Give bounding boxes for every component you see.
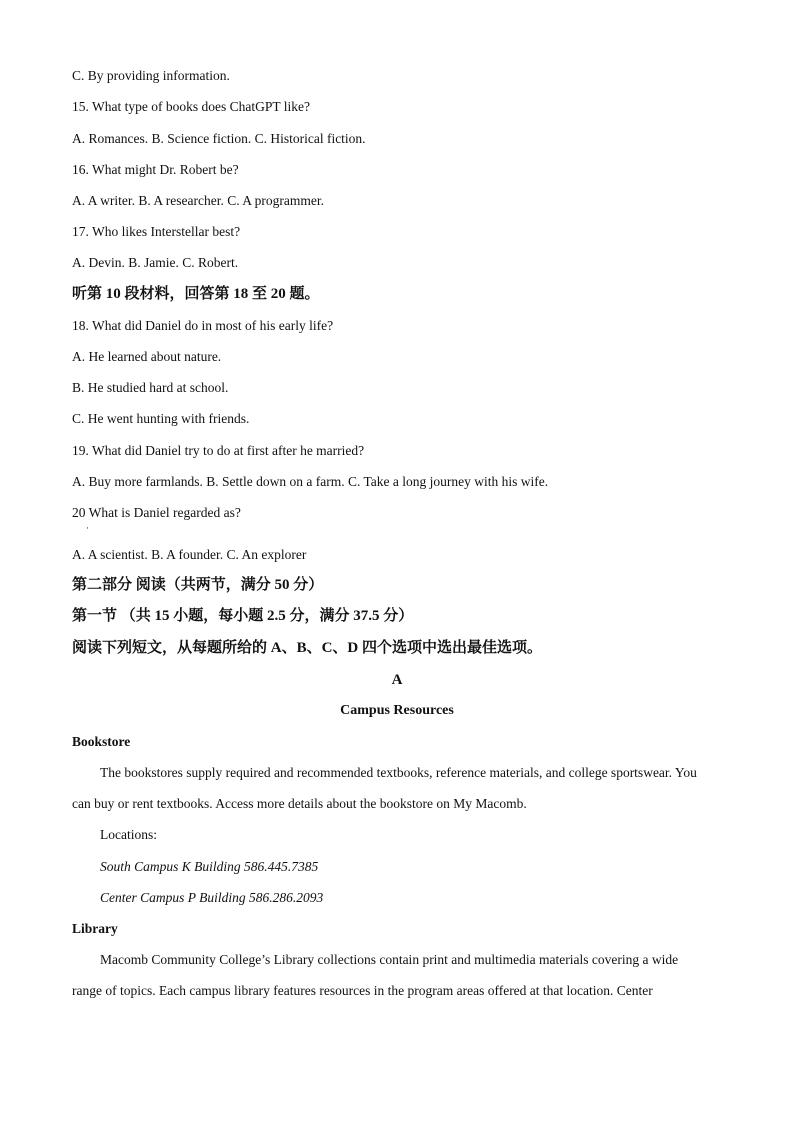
question-19-options: A. Buy more farmlands. B. Settle down on a farm. C. Take a long journey with his wife. [72,474,549,489]
passage-letter: A [391,672,403,688]
question-18-option-b: B. He studied hard at school. [72,380,229,395]
library-paragraph-line-1: Macomb Community College’s Library collections contain print and multimedia materials covering a wide [100,952,679,967]
locations-label: Locations: [100,827,157,842]
question-18: 18. What did Daniel do in most of his early life? [72,318,334,333]
section-one-heading: 第一节 （共 15 小题，每小题 2.5 分，满分 37.5 分） [72,608,414,624]
q14-option-c: C. By providing information. [72,68,230,83]
stray-mark: · [86,523,89,533]
question-19: 19. What did Daniel try to do at first after he married? [72,443,365,458]
question-20-options: A. A scientist. B. A founder. C. An explorer [72,547,307,562]
question-20: 20 What is Daniel regarded as? [72,505,241,520]
question-17-options: A. Devin. B. Jamie. C. Robert. [72,255,239,270]
location-center: Center Campus P Building 586.286.2093 [100,890,324,905]
library-paragraph-line-2: range of topics. Each campus library features resources in the program areas offered at that location. Center [72,983,653,998]
reading-instructions: 阅读下列短文，从每题所给的 A、B、C、D 四个选项中选出最佳选项。 [72,640,543,656]
question-16: 16. What might Dr. Robert be? [72,162,239,177]
section-10-heading: 听第 10 段材料，回答第 18 至 20 题。 [72,286,320,302]
bookstore-paragraph-line-1: The bookstores supply required and recommended textbooks, reference materials, and college sportswear. You [100,765,697,780]
library-heading: Library [72,921,118,936]
question-15-options: A. Romances. B. Science fiction. C. Historical fiction. [72,131,366,146]
location-south: South Campus K Building 586.445.7385 [100,859,319,874]
bookstore-paragraph-line-2: can buy or rent textbooks. Access more details about the bookstore on My Macomb. [72,796,527,811]
question-15: 15. What type of books does ChatGPT like? [72,99,310,114]
question-17: 17. Who likes Interstellar best? [72,224,241,239]
question-18-option-a: A. He learned about nature. [72,349,222,364]
bookstore-heading: Bookstore [72,734,131,749]
question-18-option-c: C. He went hunting with friends. [72,411,250,426]
passage-title: Campus Resources [340,703,454,718]
question-16-options: A. A writer. B. A researcher. C. A programmer. [72,193,324,208]
part-two-heading: 第二部分 阅读（共两节，满分 50 分） [72,577,324,593]
